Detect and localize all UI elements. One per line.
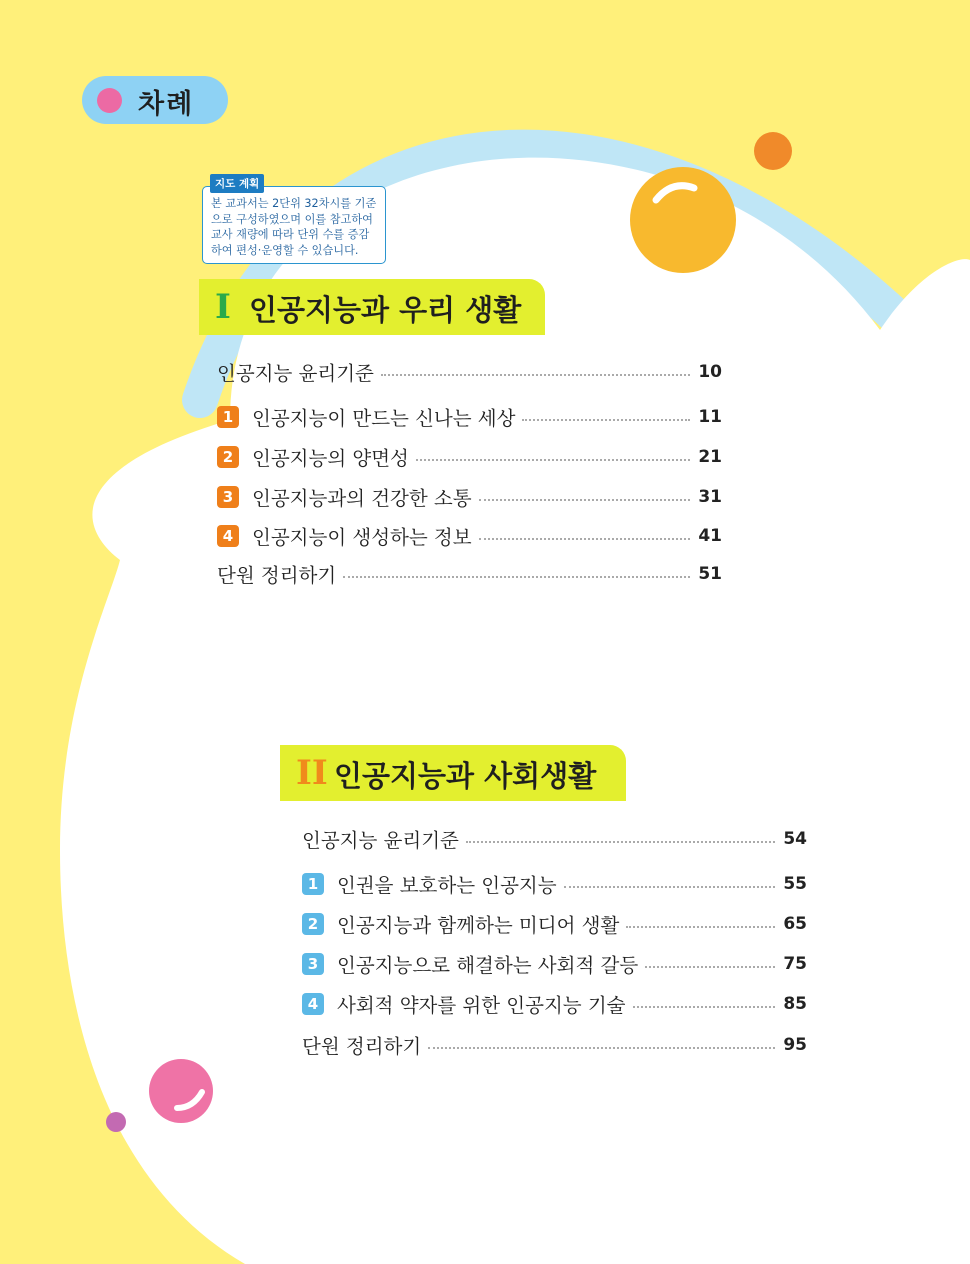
toc-entry-label: 단원 정리하기 bbox=[217, 564, 337, 587]
lesson-number-badge: 1 bbox=[302, 873, 324, 895]
toc-page-number: 10 bbox=[698, 362, 722, 382]
dot-leader bbox=[626, 926, 775, 928]
dot-leader bbox=[522, 419, 690, 421]
unit1-banner bbox=[199, 279, 545, 335]
toc-page-number: 65 bbox=[783, 914, 807, 934]
unit2-row[interactable] bbox=[302, 824, 807, 854]
teaching-plan-tag: 지도 계획 bbox=[210, 174, 264, 193]
unit1-row[interactable] bbox=[217, 357, 722, 387]
orange-dot bbox=[754, 132, 792, 170]
toc-entry-label: 인공지능으로 해결하는 사회적 갈등 bbox=[337, 954, 639, 977]
unit2-row[interactable] bbox=[302, 869, 807, 899]
toc-page-number: 55 bbox=[783, 874, 807, 894]
unit1-title: 인공지능과 우리 생활 bbox=[249, 293, 522, 327]
unit1-row[interactable] bbox=[217, 559, 722, 589]
dot-leader bbox=[416, 459, 690, 461]
unit2-title: 인공지능과 사회생활 bbox=[334, 759, 597, 793]
unit1-row[interactable] bbox=[217, 521, 722, 551]
unit2-row[interactable] bbox=[302, 949, 807, 979]
lesson-number-badge: 2 bbox=[217, 446, 239, 468]
purple-dot bbox=[106, 1112, 126, 1132]
unit1-row[interactable] bbox=[217, 402, 722, 432]
toc-page-number: 31 bbox=[698, 487, 722, 507]
toc-page-number: 54 bbox=[783, 829, 807, 849]
toc-page-number: 85 bbox=[783, 994, 807, 1014]
dot-leader bbox=[343, 576, 690, 578]
toc-page-number: 11 bbox=[698, 407, 722, 427]
page-title: 차례 bbox=[138, 89, 195, 120]
lesson-number-badge: 4 bbox=[302, 993, 324, 1015]
dot-leader bbox=[428, 1047, 775, 1049]
pink-dot-icon bbox=[97, 88, 122, 113]
toc-header-pill bbox=[82, 76, 228, 124]
dot-leader bbox=[479, 499, 690, 501]
toc-page-number: 51 bbox=[698, 564, 722, 584]
toc-entry-label: 인공지능 윤리기준 bbox=[302, 829, 459, 852]
unit2-banner bbox=[280, 745, 626, 801]
unit1-row[interactable] bbox=[217, 482, 722, 512]
toc-entry-label: 인공지능이 생성하는 정보 bbox=[252, 526, 472, 549]
toc-page-number: 75 bbox=[783, 954, 807, 974]
teaching-plan-box bbox=[202, 186, 386, 264]
toc-entry-label: 인공지능과의 건강한 소통 bbox=[252, 487, 472, 510]
dot-leader bbox=[645, 966, 775, 968]
toc-entry-label: 인공지능 윤리기준 bbox=[217, 362, 374, 385]
dot-leader bbox=[633, 1006, 775, 1008]
toc-entry-label: 단원 정리하기 bbox=[302, 1035, 422, 1058]
lesson-number-badge: 1 bbox=[217, 406, 239, 428]
dot-leader bbox=[564, 886, 775, 888]
lesson-number-badge: 3 bbox=[302, 953, 324, 975]
teaching-plan-text: 본 교과서는 2단위 32차시를 기준 으로 구성하였으며 이를 참고하여 교사 재량에 따라 단위 수를 증감 하여 편성·운영할 수 있습니다. bbox=[211, 197, 377, 257]
unit2-row[interactable] bbox=[302, 989, 807, 1019]
toc-entry-label: 사회적 약자를 위한 인공지능 기술 bbox=[337, 994, 626, 1017]
lesson-number-badge: 2 bbox=[302, 913, 324, 935]
lesson-number-badge: 4 bbox=[217, 525, 239, 547]
toc-entry-label: 인공지능이 만드는 신나는 세상 bbox=[252, 407, 516, 430]
dot-leader bbox=[381, 374, 690, 376]
lesson-number-badge: 3 bbox=[217, 486, 239, 508]
unit2-row[interactable] bbox=[302, 1030, 807, 1060]
toc-page-number: 21 bbox=[698, 447, 722, 467]
unit2-numeral: II bbox=[296, 753, 328, 793]
unit1-row[interactable] bbox=[217, 442, 722, 472]
dot-leader bbox=[479, 538, 690, 540]
toc-entry-label: 인공지능의 양면성 bbox=[252, 447, 409, 470]
unit2-row[interactable] bbox=[302, 909, 807, 939]
toc-page-number: 41 bbox=[698, 526, 722, 546]
toc-entry-label: 인권을 보호하는 인공지능 bbox=[337, 874, 557, 897]
dot-leader bbox=[466, 841, 775, 843]
toc-page-number: 95 bbox=[783, 1035, 807, 1055]
toc-entry-label: 인공지능과 함께하는 미디어 생활 bbox=[337, 914, 620, 937]
unit1-numeral: I bbox=[215, 287, 231, 327]
